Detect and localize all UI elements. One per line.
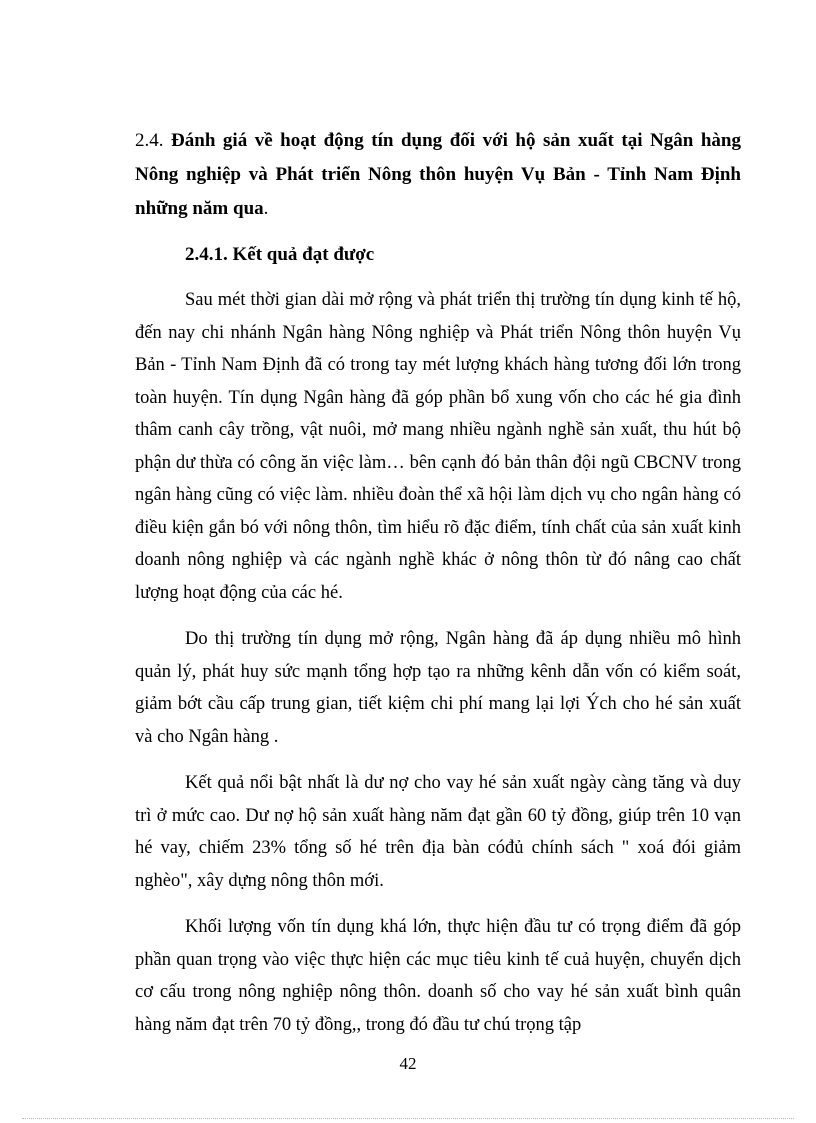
paragraph: Do thị trường tín dụng mở rộng, Ngân hàng đã áp dụng nhiều mô hình quản lý, phát huy sức mạnh tổng hợp tạo ra những kênh dẫn vốn có kiểm soát, giảm bớt cầu cấp trung gian, tiết kiệm chi phí mang lại lợi Ých cho hé sản xuất và cho Ngân hàng . — [135, 629, 741, 747]
page-footer-divider — [22, 1118, 794, 1119]
paragraph: Khối lượng vốn tín dụng khá lớn, thực hiện đầu tư có trọng điểm đã góp phần quan trọng vào việc thực hiện các mục tiêu kinh tế cuả huyện, chuyển dịch cơ cấu trong nông nghiệp nông thôn. doanh số cho vay hé sản xuất bình quân hàng năm đạt trên 70 tỷ đồng,, trong đó đầu tư chú trọng tập — [135, 917, 741, 1035]
section-heading: 2.4. Đánh giá về hoạt động tín dụng đối với hộ sản xuất tại Ngân hàng Nông nghiệp và Phát triển Nông thôn huyện Vụ Bản - Tỉnh Nam Định những năm qua. — [135, 130, 741, 219]
page-number: 42 — [399, 1054, 417, 1073]
section-title: Đánh giá về hoạt động tín dụng đối với hộ sản xuất tại Ngân hàng Nông nghiệp và Phát triển Nông thôn huyện Vụ Bản - Tỉnh Nam Định những năm qua — [135, 130, 741, 219]
body-text — [135, 284, 741, 1055]
paragraph: Sau mét thời gian dài mở rộng và phát triển thị trường tín dụng kinh tế hộ, đến nay chi nhánh Ngân hàng Nông nghiệp và Phát triển Nông thôn huyện Vụ Bản - Tỉnh Nam Định đã có trong tay mét lượng khách hàng tương đối lớn trong toàn huyện. Tín dụng Ngân hàng đã góp phần bổ xung vốn cho các hé gia đình thâm canh cây trồng, vật nuôi, mở mang nhiều ngành nghề sản xuất, thu hút bộ phận dư thừa có công ăn việc làm… bên cạnh đó bản thân đội ngũ CBCNV trong ngân hàng cũng có việc làm. nhiều đoàn thể xã hội làm dịch vụ cho ngân hàng có điều kiện gắn bó với nông thôn, tìm hiểu rõ đặc điểm, tính chất của sản xuất kinh doanh nông nghiệp và các ngành nghề khác ở nông thôn từ đó nâng cao chất lượng hoạt động của các hé. — [135, 290, 741, 603]
paragraph: Kết quả nổi bật nhất là dư nợ cho vay hé sản xuất ngày càng tăng và duy trì ở mức cao. Dư nợ hộ sản xuất hàng năm đạt gần 60 tỷ đồng, giúp trên 10 vạn hé vay, chiếm 23% tổng số hé trên địa bàn cóđủ chính sách " xoá đói giảm nghèo", xây dựng nông thôn mới. — [135, 773, 741, 891]
subsection-heading: 2.4.1. Kết quả đạt được — [185, 244, 375, 265]
section-end-punct: . — [263, 198, 269, 219]
section-number: 2.4 — [135, 130, 159, 151]
